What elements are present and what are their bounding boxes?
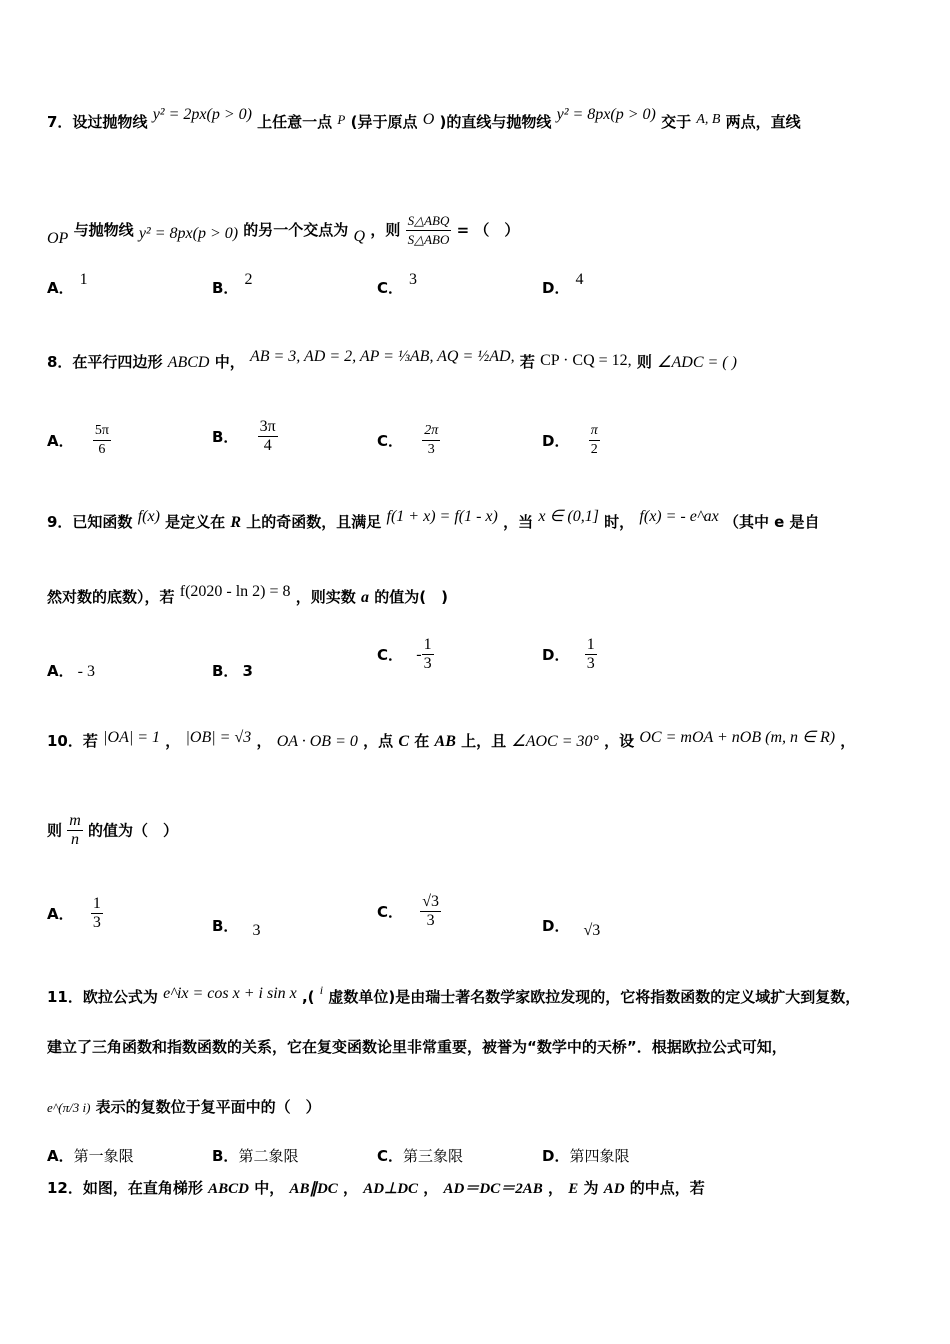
q10-ratio bbox=[67, 812, 83, 849]
q12-text: 中， bbox=[254, 1179, 285, 1197]
q9-option-a[interactable] bbox=[47, 660, 95, 681]
q12-text: ， bbox=[423, 1179, 439, 1197]
q9-text: 是定义在 bbox=[165, 513, 226, 531]
fraction-numerator: 3π bbox=[259, 418, 276, 435]
q10-option-a[interactable] bbox=[47, 895, 103, 932]
option-value: 3 bbox=[252, 922, 261, 939]
q7-option-b[interactable] bbox=[212, 271, 253, 298]
q9-value-condition: f(2020 - ln 2) = 8 bbox=[179, 583, 291, 600]
q9-param-a: a bbox=[361, 589, 370, 606]
q9-interval: x ∈ (0,1] bbox=[538, 508, 599, 525]
q7-text: 上任意一点 bbox=[257, 113, 333, 131]
fraction-denominator: 3 bbox=[423, 655, 432, 672]
q9-line2 bbox=[47, 583, 448, 608]
option-label: A． bbox=[47, 1147, 74, 1165]
q8-text: 8．在平行四边形 bbox=[47, 353, 163, 371]
q11-option-c[interactable] bbox=[377, 1145, 463, 1166]
q12-lengths: AD＝DC＝2AB bbox=[443, 1181, 543, 1197]
fraction-denominator: 3 bbox=[426, 912, 435, 929]
q11-text: 虚数单位)是由瑞士著名数学家欧拉发现的，它将指数函数的定义域扩大到复数， bbox=[328, 988, 861, 1006]
q12-perpendicular: AD⊥DC bbox=[363, 1181, 419, 1197]
q12-text: 为 bbox=[583, 1179, 599, 1197]
q11-option-b[interactable] bbox=[212, 1145, 298, 1166]
option-value: 3 bbox=[409, 271, 418, 288]
q7-line-op: OP bbox=[47, 230, 69, 247]
q11-euler-formula: e^ix = cos x + i sin x bbox=[163, 985, 297, 1002]
q7-ratio-numerator: S△ABQ bbox=[406, 212, 452, 231]
q7-point-p: P bbox=[337, 112, 346, 127]
fraction-denominator: 4 bbox=[263, 437, 272, 454]
q12-point-e: E bbox=[568, 1181, 579, 1197]
option-label: A． bbox=[47, 662, 74, 680]
q7-text: 交于 bbox=[661, 113, 692, 131]
q11-option-d[interactable] bbox=[542, 1145, 629, 1166]
option-label: D． bbox=[542, 432, 570, 450]
q11-text: 建立了三角函数和指数函数的关系，它在复变函数论里非常重要，被誉为“数学中的天桥”．根据欧拉公式可知， bbox=[47, 1038, 787, 1056]
q12-parallel: AB∥DC bbox=[289, 1181, 338, 1197]
q9-text: 然对数的底数），若 bbox=[47, 588, 175, 606]
q7-text: (异于原点 bbox=[350, 113, 418, 131]
q10-cond-oa: |OA| = 1 bbox=[103, 729, 161, 746]
q9-option-c[interactable] bbox=[377, 636, 434, 673]
option-fraction bbox=[422, 636, 434, 673]
q8-option-b[interactable] bbox=[212, 418, 278, 455]
option-label: C． bbox=[377, 646, 404, 664]
q8-parallelogram: ABCD bbox=[167, 354, 210, 371]
q8-text: 若 bbox=[519, 353, 535, 371]
option-label: D． bbox=[542, 917, 570, 935]
q10-text: 则 bbox=[47, 821, 63, 840]
q9-option-d[interactable] bbox=[542, 636, 597, 673]
q7-text: ，则 bbox=[370, 221, 401, 239]
q10-option-b[interactable] bbox=[212, 915, 261, 939]
option-value: 第二象限 bbox=[238, 1147, 299, 1165]
option-label: D． bbox=[542, 279, 570, 297]
option-value: - 3 bbox=[77, 663, 95, 680]
q7-option-d[interactable] bbox=[542, 271, 584, 298]
option-label: B． bbox=[212, 428, 239, 446]
option-fraction bbox=[93, 422, 111, 459]
q10-text: ， bbox=[256, 732, 272, 750]
option-fraction bbox=[91, 895, 103, 932]
q7-ratio-denominator: S△ABO bbox=[407, 232, 450, 247]
fraction-numerator: m bbox=[69, 812, 81, 829]
q10-line1 bbox=[47, 731, 855, 752]
option-value: 4 bbox=[575, 271, 584, 288]
q8-option-d[interactable] bbox=[542, 422, 600, 459]
fraction-numerator: 1 bbox=[92, 895, 101, 912]
q11-line1 bbox=[47, 983, 861, 1008]
q8-text: 则 bbox=[636, 353, 652, 371]
option-fraction bbox=[420, 893, 441, 930]
q10-cond-ob: |OB| = √3 bbox=[185, 729, 252, 746]
option-label: A． bbox=[47, 279, 74, 297]
q12-text: ， bbox=[547, 1179, 563, 1197]
q8-text: 中， bbox=[214, 353, 245, 371]
option-fraction bbox=[422, 422, 440, 459]
q12-line bbox=[47, 1178, 705, 1199]
fraction-numerator: 5π bbox=[94, 423, 109, 438]
fraction-numerator: 1 bbox=[423, 636, 432, 653]
q9-text: 9．已知函数 bbox=[47, 513, 133, 531]
q10-segment-ab: AB bbox=[434, 733, 456, 750]
option-fraction bbox=[258, 418, 278, 455]
q9-definition: f(x) = - e^ax bbox=[639, 508, 719, 525]
q10-text: 上，且 bbox=[461, 732, 507, 750]
option-value: 第三象限 bbox=[403, 1147, 464, 1165]
q7-line1 bbox=[47, 106, 801, 134]
q10-text: 10．若 bbox=[47, 732, 98, 750]
q9-text: 上的奇函数，且满足 bbox=[246, 513, 382, 531]
fraction-denominator: 3 bbox=[427, 442, 435, 457]
option-sign: - bbox=[416, 645, 422, 663]
q10-text: ， bbox=[840, 732, 856, 750]
q8-conditions: AB = 3, AD = 2, AP = ⅓AB, AQ = ½AD, bbox=[249, 348, 515, 365]
q10-option-d[interactable] bbox=[542, 915, 601, 939]
q11-text: 表示的复数位于复平面中的（ ） bbox=[95, 1098, 321, 1116]
q10-text: 的值为（ ） bbox=[88, 821, 179, 840]
q10-text: ，点 bbox=[363, 732, 394, 750]
option-label: C． bbox=[377, 903, 404, 921]
q8-option-a[interactable] bbox=[47, 422, 111, 459]
q9-text: 的值为( ) bbox=[374, 588, 448, 606]
q8-angle: ∠ADC = ( ) bbox=[657, 354, 737, 371]
option-label: B． bbox=[212, 662, 239, 680]
q7-text: = （ ） bbox=[456, 221, 520, 239]
option-value: 第四象限 bbox=[569, 1147, 630, 1165]
q12-segment-ad: AD bbox=[603, 1181, 625, 1197]
q10-decomposition: OC = mOA + nOB (m, n ∈ R) bbox=[639, 729, 836, 746]
fraction-numerator: π bbox=[589, 422, 600, 441]
option-label: D． bbox=[542, 646, 570, 664]
q7-eq1: y² = 2px(p > 0) bbox=[152, 106, 252, 123]
option-label: B． bbox=[212, 279, 239, 297]
q7-points-ab: A, B bbox=[696, 112, 721, 127]
q9-function: f(x) bbox=[137, 508, 160, 525]
q9-option-b[interactable] bbox=[212, 660, 253, 681]
q9-text: 时， bbox=[604, 513, 635, 531]
q7-text: 与抛物线 bbox=[73, 221, 134, 239]
q7-point-q: Q bbox=[353, 228, 366, 245]
q10-text: 在 bbox=[414, 732, 430, 750]
q11-text: ,( bbox=[301, 988, 315, 1006]
q7-option-a[interactable] bbox=[47, 271, 88, 298]
option-label: B． bbox=[212, 1147, 239, 1165]
q10-angle: ∠AOC = 30° bbox=[511, 733, 599, 750]
q8-dot-product: CP · CQ = 12, bbox=[540, 352, 632, 369]
q7-eq2: y² = 8px(p > 0) bbox=[556, 106, 656, 123]
fraction-numerator: 1 bbox=[586, 636, 595, 653]
q10-option-c[interactable] bbox=[377, 893, 441, 930]
q11-imaginary-unit: i bbox=[319, 983, 324, 997]
q10-point-c: C bbox=[398, 733, 410, 750]
option-value: 2 bbox=[244, 271, 253, 288]
option-fraction bbox=[585, 636, 597, 673]
option-value: 3 bbox=[242, 662, 253, 680]
fraction-denominator: 6 bbox=[93, 440, 111, 459]
option-label: D． bbox=[542, 1147, 570, 1165]
option-value: 第一象限 bbox=[73, 1147, 134, 1165]
q9-symmetry: f(1 + x) = f(1 - x) bbox=[386, 508, 498, 525]
fraction-numerator: √3 bbox=[422, 893, 440, 910]
q12-trapezoid: ABCD bbox=[208, 1181, 249, 1197]
q12-text: ， bbox=[343, 1179, 359, 1197]
q12-text: 的中点，若 bbox=[629, 1179, 705, 1197]
q11-line3 bbox=[47, 1097, 321, 1118]
fraction-denominator: 2 bbox=[590, 442, 598, 457]
q7-origin-o: O bbox=[422, 111, 435, 128]
option-label: A． bbox=[47, 905, 74, 923]
option-label: C． bbox=[377, 1147, 404, 1165]
fraction-denominator: n bbox=[71, 831, 80, 848]
fraction-denominator: 3 bbox=[586, 655, 595, 672]
fraction-denominator: 3 bbox=[92, 914, 101, 931]
q11-expression: e^(π/3 i) bbox=[47, 1100, 91, 1115]
q7-area-ratio bbox=[406, 212, 452, 249]
q11-line2 bbox=[47, 1037, 787, 1057]
q9-text: ，则实数 bbox=[295, 588, 356, 606]
q9-text: ，当 bbox=[503, 513, 534, 531]
q8-option-c[interactable] bbox=[377, 422, 440, 459]
q10-text: ，设 bbox=[604, 732, 635, 750]
option-value: √3 bbox=[583, 922, 601, 939]
option-value: 1 bbox=[79, 271, 88, 288]
q10-line2 bbox=[47, 812, 178, 849]
option-label: C． bbox=[377, 279, 404, 297]
option-label: A． bbox=[47, 432, 74, 450]
q7-text: 的另一个交点为 bbox=[243, 221, 349, 239]
q11-option-a[interactable] bbox=[47, 1145, 134, 1166]
q9-text: （其中 e 是自 bbox=[723, 513, 820, 531]
q7-text: 7．设过抛物线 bbox=[47, 113, 148, 131]
q8-line bbox=[47, 348, 737, 373]
q7-option-c[interactable] bbox=[377, 271, 418, 298]
option-fraction bbox=[589, 422, 600, 459]
q10-text: ， bbox=[165, 732, 181, 750]
q7-eq3: y² = 8px(p > 0) bbox=[138, 225, 239, 242]
q7-line2 bbox=[47, 212, 519, 249]
q9-reals: R bbox=[230, 514, 242, 531]
q12-text: 12．如图，在直角梯形 bbox=[47, 1179, 203, 1197]
option-label: B． bbox=[212, 917, 239, 935]
q7-text: )的直线与抛物线 bbox=[439, 113, 552, 131]
q10-cond-perpendicular: OA · OB = 0 bbox=[276, 733, 358, 750]
fraction-numerator: 2π bbox=[422, 422, 440, 441]
q11-text: 11．欧拉公式为 bbox=[47, 988, 158, 1006]
q7-text: 两点，直线 bbox=[725, 113, 801, 131]
option-label: C． bbox=[377, 432, 404, 450]
q9-line1 bbox=[47, 508, 820, 533]
